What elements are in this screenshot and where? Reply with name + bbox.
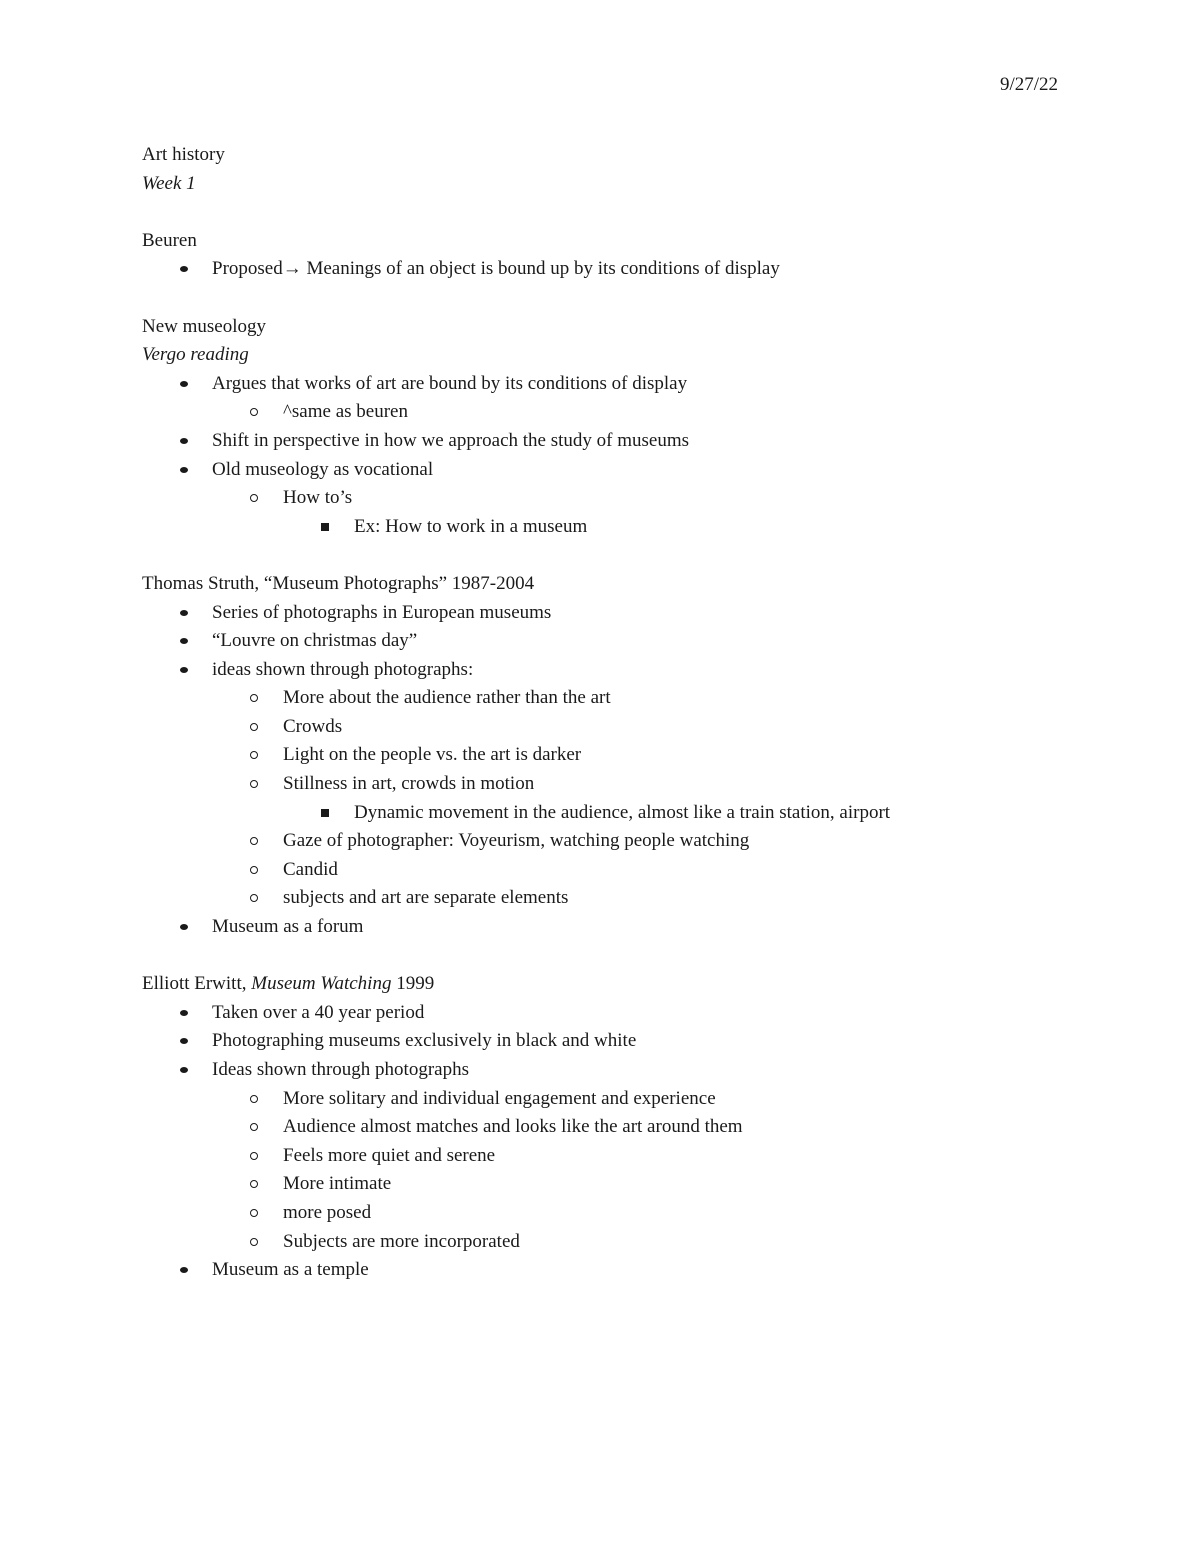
list-item: Photographing museums exclusively in black and white [142, 1027, 1102, 1056]
bullet-disc-icon [180, 266, 188, 272]
bullet-disc-icon [180, 1267, 188, 1273]
list-item: Argues that works of art are bound by its conditions of display [142, 370, 1102, 399]
list-item: Light on the people vs. the art is darker [142, 741, 1102, 770]
bullet-disc-icon [180, 1038, 188, 1044]
list-item: Shift in perspective in how we approach the study of museums [142, 427, 1102, 456]
list-item: Ideas shown through photographs [142, 1056, 1102, 1085]
bullet-circle-icon [250, 1238, 258, 1246]
list-item: Ex: How to work in a museum [142, 513, 1102, 542]
bullet-circle-icon [250, 1123, 258, 1131]
bullet-circle-icon [250, 751, 258, 759]
list-item: Subjects are more incorporated [142, 1228, 1102, 1257]
doc-title: Art history [142, 144, 225, 165]
list-item: “Louvre on christmas day” [142, 627, 1102, 656]
bullet-circle-icon [250, 894, 258, 902]
bullet-circle-icon [250, 1152, 258, 1160]
list-item: Feels more quiet and serene [142, 1142, 1102, 1171]
list-item: Taken over a 40 year period [142, 999, 1102, 1028]
bullet-disc-icon [180, 1067, 188, 1073]
list-item: subjects and art are separate elements [142, 884, 1102, 913]
bullet-disc-icon [180, 381, 188, 387]
bullet-disc-icon [180, 924, 188, 930]
section-heading-struth: Thomas Struth, “Museum Photographs” 1987-2004 [142, 572, 535, 594]
work-title: Museum Watching [251, 973, 392, 995]
bullet-disc-icon [180, 438, 188, 444]
bullet-circle-icon [250, 494, 258, 502]
section-heading-new-museology: New museology [142, 315, 267, 337]
list-item: ^same as beuren [142, 398, 1102, 427]
doc-subtitle: Week 1 [142, 172, 196, 194]
list-item: More intimate [142, 1170, 1102, 1199]
bullet-circle-icon [250, 837, 258, 845]
list-item: More about the audience rather than the art [142, 684, 1102, 713]
list-item: Museum as a forum [142, 913, 1102, 942]
bullet-circle-icon [250, 780, 258, 788]
list-item: ideas shown through photographs: [142, 656, 1102, 685]
bullet-square-icon [321, 809, 329, 817]
list-item: Crowds [142, 713, 1102, 742]
bullet-circle-icon [250, 694, 258, 702]
list-item: Candid [142, 856, 1102, 885]
bullet-circle-icon [250, 866, 258, 874]
bullet-disc-icon [180, 610, 188, 616]
date: 9/27/22 [999, 74, 1058, 95]
section-subheading: Vergo reading [142, 344, 249, 366]
bullet-circle-icon [250, 1209, 258, 1217]
list-item: Series of photographs in European museums [142, 599, 1102, 628]
list-item: Gaze of photographer: Voyeurism, watching people watching [142, 827, 1102, 856]
section-heading-beuren: Beuren [142, 229, 197, 251]
list-item: Dynamic movement in the audience, almost like a train station, airport [142, 799, 1102, 828]
notes-body [142, 141, 1102, 1285]
list-item: How to’s [142, 484, 1102, 513]
list-item: Proposed→ Meanings of an object is bound up by its conditions of display [142, 255, 1102, 284]
bullet-disc-icon [180, 1010, 188, 1016]
bullet-disc-icon [180, 667, 188, 673]
list-item: Stillness in art, crowds in motion [142, 770, 1102, 799]
list-item: Old museology as vocational [142, 456, 1102, 485]
list-item: More solitary and individual engagement and experience [142, 1085, 1102, 1114]
bullet-circle-icon [250, 1095, 258, 1103]
section-heading-erwitt: Elliott Erwitt, Museum Watching 1999 [142, 973, 435, 995]
list-item: more posed [142, 1199, 1102, 1228]
bullet-disc-icon [180, 638, 188, 644]
list-item: Museum as a temple [142, 1256, 1102, 1285]
list-item: Audience almost matches and looks like the art around them [142, 1113, 1102, 1142]
bullet-circle-icon [250, 408, 258, 416]
bullet-circle-icon [250, 1180, 258, 1188]
bullet-circle-icon [250, 723, 258, 731]
bullet-disc-icon [180, 467, 188, 473]
bullet-square-icon [321, 523, 329, 531]
